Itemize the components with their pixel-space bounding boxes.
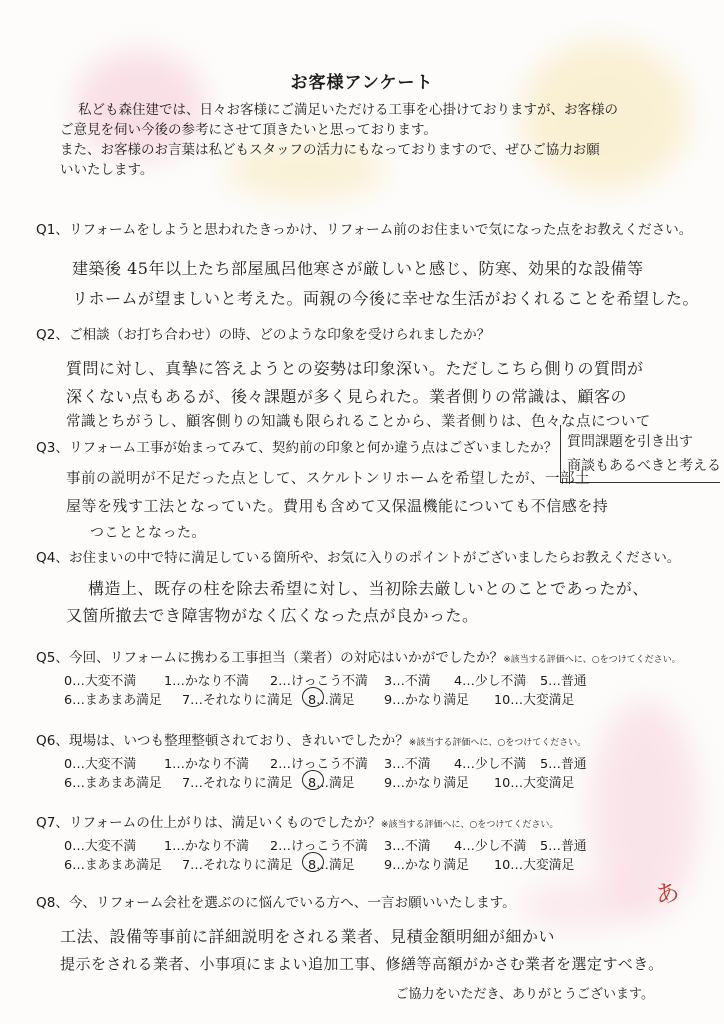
rating-option-10[interactable]: 10…大変満足 bbox=[494, 776, 575, 791]
rating-option-9[interactable]: 9…かなり満足 bbox=[384, 776, 469, 791]
rating-option-8[interactable]: 8…満足 bbox=[308, 689, 355, 708]
intro-line: ご意見を伺い今後の参考にさせて頂きたいと思っております。 bbox=[60, 122, 437, 138]
question-5-note: ※該当する評価へに、○をつけてください。 bbox=[503, 655, 681, 665]
rating-option-3[interactable]: 3…不満 bbox=[384, 674, 431, 689]
rating-option-6[interactable]: 6…まあまあ満足 bbox=[64, 776, 162, 791]
rating-option-2[interactable]: 2…けっこう不満 bbox=[270, 757, 368, 772]
rating-option-1[interactable]: 1…かなり不満 bbox=[164, 839, 249, 854]
red-signature-mark: あ bbox=[652, 877, 683, 910]
rating-option-2[interactable]: 2…けっこう不満 bbox=[270, 839, 368, 854]
question-6 bbox=[36, 729, 586, 749]
question-7 bbox=[36, 811, 558, 831]
side-note-line: 商談もあるべきと考える bbox=[567, 458, 721, 474]
selected-circle-mark bbox=[302, 687, 324, 707]
rating-option-1[interactable]: 1…かなり不満 bbox=[164, 674, 249, 689]
thanks-text: ご協力をいただき、ありがとうございます。 bbox=[395, 987, 654, 1002]
rating-option-3[interactable]: 3…不満 bbox=[384, 757, 431, 772]
rating-option-6[interactable]: 6…まあまあ満足 bbox=[64, 858, 162, 873]
question-5 bbox=[36, 646, 681, 666]
rating-option-0[interactable]: 0…大変不満 bbox=[64, 839, 137, 854]
intro-text bbox=[60, 100, 680, 180]
rating-option-4[interactable]: 4…少し不満 bbox=[454, 674, 527, 689]
rating-option-3[interactable]: 3…不満 bbox=[384, 839, 431, 854]
rating-option-7[interactable]: 7…それなりに満足 bbox=[182, 858, 293, 873]
answer-1-line: リホームが望ましいと考えた。両親の今後に幸せな生活がおくれることを希望した。 bbox=[72, 289, 700, 308]
answer-4-line: 又箇所撤去でき障害物がなく広くなった点が良かった。 bbox=[66, 606, 479, 625]
answer-8-line: 工法、設備等事前に詳細説明をされる業者、見積金額明細が細かい bbox=[60, 927, 556, 946]
question-4: Q4、お住まいの中で特に満足している箇所や、お気に入りのポイントがございましたらお教えください。 bbox=[36, 550, 681, 566]
rating-option-6[interactable]: 6…まあまあ満足 bbox=[64, 693, 162, 708]
rating-option-10[interactable]: 10…大変満足 bbox=[494, 693, 575, 708]
rating-option-5[interactable]: 5…普通 bbox=[540, 757, 587, 772]
intro-line: いいたします。 bbox=[60, 162, 154, 178]
question-5-text: Q5、今回、リフォームに携わる工事担当（業者）の対応はいかがでしたか？ bbox=[36, 650, 504, 666]
rating-option-4[interactable]: 4…少し不満 bbox=[454, 757, 527, 772]
answer-2-line: 深くない点もあるが、後々課題が多く見られた。業者側りの常識は、顧客の bbox=[66, 387, 628, 406]
question-6-text: Q6、現場は、いつも整理整頓されており、きれいでしたか？ bbox=[36, 733, 409, 749]
question-3: Q3、リフォーム工事が始まってみて、契約前の印象と何か違う点はございましたか？ bbox=[36, 440, 558, 456]
question-2: Q2、ご相談（お打ち合わせ）の時、どのような印象を受けられましたか？ bbox=[36, 327, 491, 343]
watercolor-decoration bbox=[520, 880, 640, 930]
side-note-line: 質問課題を引き出す bbox=[567, 434, 693, 450]
intro-line: また、お客様のお言葉は私どもスタッフの活力にもなっておりますので、ぜひご協力お願 bbox=[60, 142, 600, 158]
answer-3-line: 屋等を残す工法となっていた。費用も含めて又保温機能についても不信感を持 bbox=[66, 497, 609, 515]
answer-8-line: 提示をされる業者、小事項にまよい追加工事、修繕等高額がかさむ業者を選定すべき。 bbox=[60, 955, 664, 973]
rating-option-0[interactable]: 0…大変不満 bbox=[64, 757, 137, 772]
answer-1-line: 建築後 45年以上たち部屋風呂他寒さが厳しいと感じ、防寒、効果的な設備等 bbox=[72, 259, 644, 278]
answer-3-line: つこととなった。 bbox=[90, 525, 206, 541]
rating-option-0[interactable]: 0…大変不満 bbox=[64, 674, 137, 689]
question-1: Q1、リフォームをしようと思われたきっかけ、リフォーム前のお住まいで気になった点をお教えください。 bbox=[36, 222, 693, 238]
question-7-text: Q7、リフォームの仕上がりは、満足いくものでしたか？ bbox=[36, 815, 381, 831]
intro-line: 私ども森住建では、日々お客様にご満足いただける工事を心掛けておりますが、お客様の bbox=[78, 102, 618, 118]
survey-title: お客様アンケート bbox=[290, 73, 434, 93]
answer-4-line: 構造上、既存の柱を除去希望に対し、当初除去厳しいとのことであったが、 bbox=[88, 579, 649, 598]
rating-option-10[interactable]: 10…大変満足 bbox=[494, 858, 575, 873]
rating-option-8[interactable]: 8…満足 bbox=[308, 772, 355, 791]
rating-option-9[interactable]: 9…かなり満足 bbox=[384, 693, 469, 708]
question-6-note: ※該当する評価へに、○をつけてください。 bbox=[408, 738, 587, 748]
question-7-note: ※該当する評価へに、○をつけてください。 bbox=[380, 820, 559, 830]
rating-option-7[interactable]: 7…それなりに満足 bbox=[182, 776, 293, 791]
answer-2-line: 質問に対し、真摯に答えようとの姿勢は印象深い。ただしこちら側りの質問が bbox=[66, 359, 644, 378]
rating-option-2[interactable]: 2…けっこう不満 bbox=[270, 674, 368, 689]
selected-circle-mark bbox=[302, 852, 324, 872]
rating-option-7[interactable]: 7…それなりに満足 bbox=[182, 693, 293, 708]
rating-option-4[interactable]: 4…少し不満 bbox=[454, 839, 527, 854]
rating-option-1[interactable]: 1…かなり不満 bbox=[164, 757, 249, 772]
answer-2-line: 常識とちがうし、顧客側りの知識も限られることから、業者側りは、色々な点について bbox=[66, 414, 651, 430]
rating-option-5[interactable]: 5…普通 bbox=[540, 674, 587, 689]
rating-option-5[interactable]: 5…普通 bbox=[540, 839, 587, 854]
rating-option-9[interactable]: 9…かなり満足 bbox=[384, 858, 469, 873]
rating-option-8[interactable]: 8…満足 bbox=[308, 854, 355, 873]
selected-circle-mark bbox=[302, 770, 324, 790]
question-8: Q8、今、リフォーム会社を選ぶのに悩んでいる方へ、一言お願いいたします。 bbox=[36, 895, 516, 911]
answer-3-line: 事前の説明が不足だった点として、スケルトンリホームを希望したが、一部土 bbox=[66, 471, 590, 487]
